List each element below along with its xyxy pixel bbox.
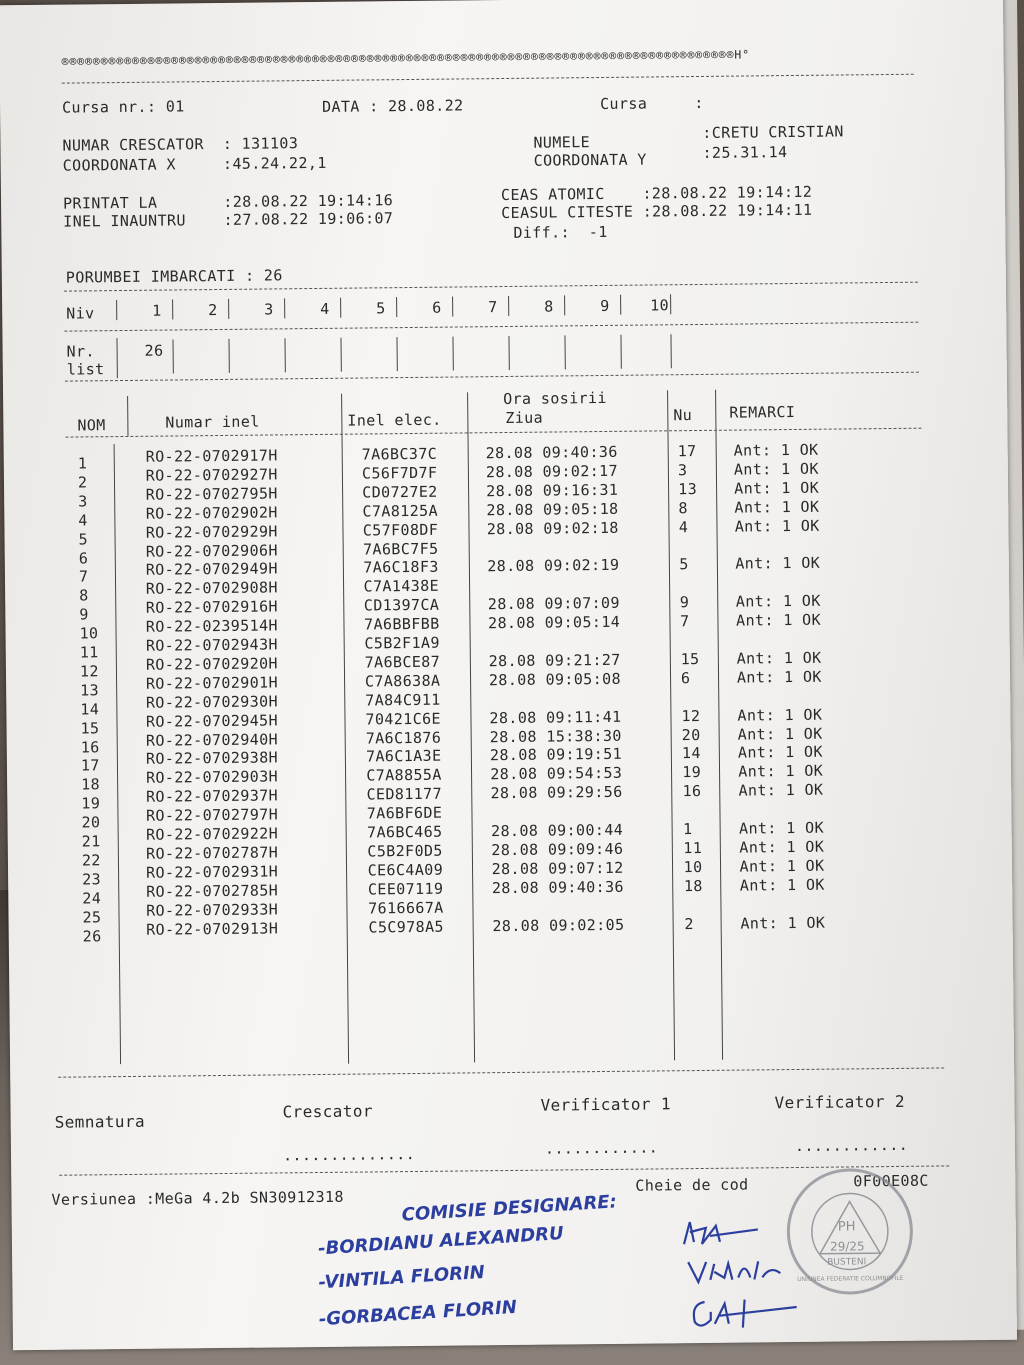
cell-inel-elec: 7A6BC465 [367, 822, 443, 842]
cell-numar-inel: RO-22-0702943H [145, 635, 279, 655]
column-rule [467, 392, 475, 1062]
cell-numar-inel: RO-22-0702916H [145, 597, 278, 617]
cell-ora-sosirii: 28.08 09:02:17 [485, 461, 619, 482]
crescator-signature-line: .............. [282, 1145, 416, 1165]
level-separator [620, 335, 621, 369]
cell-remarci: Ant: 1 OK [737, 705, 823, 725]
cell-inel-elec: CE6C4A09 [367, 860, 444, 880]
column-rule [114, 444, 121, 1064]
stamp-number: 29/25 [829, 1239, 865, 1254]
cell-remarci: Ant: 1 OK [736, 648, 822, 668]
cell-nom: 26 [82, 926, 102, 945]
cell-inel-elec: C7A8125A [362, 501, 439, 521]
divider [65, 372, 919, 382]
cell-ora-sosirii: 28.08 09:02:19 [487, 556, 620, 576]
cell-nu: 19 [682, 763, 702, 782]
col-header-nu: Nu [673, 406, 693, 425]
cell-ora-sosirii: 28.08 09:21:27 [488, 650, 621, 671]
coordonata-y-label: COORDONATA Y [533, 150, 647, 170]
cell-inel-elec: C7A8638A [364, 671, 441, 691]
cell-nom: 7 [78, 567, 89, 586]
race-date: DATA : 28.08.22 [321, 96, 464, 116]
cell-remarci: Ant: 1 OK [733, 459, 819, 479]
cell-inel-elec: CD0727E2 [362, 482, 438, 502]
level-separator [670, 334, 671, 368]
cell-ora-sosirii: 28.08 09:05:14 [488, 612, 621, 633]
column-rule [341, 394, 349, 1064]
cell-numar-inel: RO-22-0702906H [145, 540, 278, 561]
cell-numar-inel: RO-22-0702902H [145, 503, 278, 523]
cheie-de-cod-label: Cheie de cod [635, 1175, 749, 1195]
column-rule [127, 396, 128, 436]
handwritten-member-2: -VINTILA FLORIN [317, 1261, 486, 1294]
cell-ora-sosirii: 28.08 09:05:08 [488, 669, 622, 689]
level-separator [228, 299, 229, 319]
niv-value: 9 [600, 296, 610, 316]
cell-ora-sosirii: 28.08 09:11:41 [489, 707, 622, 727]
level-separator [172, 339, 173, 373]
ceasul-citeste: CEASUL CITESTE :28.08.22 19:14:11 [501, 200, 813, 223]
cell-remarci: Ant: 1 OK [739, 856, 825, 876]
cell-inel-elec: 7A6BBFBB [364, 614, 440, 634]
cell-inel-elec: CD1397CA [363, 595, 440, 615]
cell-nom: 22 [81, 851, 101, 870]
cell-ora-sosirii: 28.08 09:02:18 [486, 518, 619, 538]
signature-1 [680, 1215, 760, 1252]
porumbei-imbarcati: PORUMBEI IMBARCATI : 26 [65, 266, 283, 287]
cell-remarci: Ant: 1 OK [740, 913, 826, 933]
divider [58, 1067, 944, 1077]
semnatura-label: Semnatura [54, 1111, 146, 1132]
cell-nu: 11 [683, 838, 703, 858]
cell-nom: 4 [78, 511, 88, 530]
niv-value: 3 [264, 300, 274, 319]
cell-inel-elec: CED81177 [366, 784, 443, 804]
cell-numar-inel: RO-22-0702797H [145, 805, 279, 825]
cell-ora-sosirii: 28.08 09:19:51 [489, 745, 623, 765]
software-version: Versiunea :MeGa 4.2b SN30912318 [51, 1187, 344, 1209]
cell-numar-inel: RO-22-0702929H [145, 521, 278, 542]
nr-list-label-1: Nr. [66, 342, 96, 361]
cell-nu: 4 [678, 517, 689, 536]
cell-nom: 23 [82, 870, 102, 889]
cell-inel-elec: 7A84C911 [365, 690, 441, 710]
cell-nom: 1 [77, 454, 88, 473]
numele-label: NUMELE [533, 133, 591, 152]
cell-nom: 14 [80, 699, 100, 719]
cell-numar-inel: RO-22-0702945H [145, 711, 279, 731]
cell-remarci: Ant: 1 OK [739, 837, 825, 857]
cell-remarci: Ant: 1 OK [735, 554, 821, 574]
cell-ora-sosirii: 28.08 09:02:05 [492, 915, 625, 935]
cell-nom: 6 [78, 548, 89, 567]
cell-inel-elec: C57F08DF [362, 520, 439, 540]
niv-value: 4 [320, 299, 330, 318]
cell-nu: 15 [680, 649, 700, 669]
cell-nom: 19 [81, 794, 101, 813]
cell-numar-inel: RO-22-0702917H [145, 446, 278, 466]
cell-ora-sosirii: 28.08 09:40:36 [485, 442, 618, 463]
cell-nom: 2 [77, 473, 88, 492]
niv-value: 5 [376, 299, 386, 318]
level-separator [228, 339, 229, 373]
cell-nom: 13 [80, 681, 100, 700]
cell-nom: 20 [81, 813, 101, 832]
cell-nu: 10 [683, 857, 703, 876]
cell-nom: 5 [78, 529, 89, 549]
crescator-label: Crescator [282, 1101, 373, 1122]
verificator-1-label: Verificator 1 [540, 1094, 672, 1115]
cursa-label: Cursa : [599, 93, 704, 114]
official-stamp [786, 1168, 913, 1295]
stamp-ring-text: UNIUNEA FEDERATIE COLUMBOFILE [797, 1274, 904, 1284]
cell-nu: 18 [683, 876, 703, 895]
divider [64, 322, 918, 332]
diff: Diff.: -1 [513, 222, 608, 242]
level-separator [452, 297, 453, 317]
numar-crescator: NUMAR CRESCATOR : 131103 [62, 134, 299, 155]
cell-nu: 2 [684, 914, 694, 933]
cell-nu: 14 [681, 744, 701, 763]
niv-value: 10 [650, 296, 670, 315]
cell-nu: 3 [677, 461, 688, 480]
handwritten-committee-title: COMISIE DESIGNARE: [401, 1191, 618, 1226]
cell-numar-inel: RO-22-0702795H [145, 484, 278, 504]
level-separator [340, 338, 341, 372]
cell-nom: 10 [79, 624, 99, 643]
cell-numar-inel: RO-22-0702913H [146, 918, 279, 939]
level-separator [564, 335, 565, 369]
cell-numar-inel: RO-22-0702908H [145, 578, 278, 599]
cell-remarci: Ant: 1 OK [734, 478, 820, 498]
stamp-ph: PH [837, 1219, 856, 1235]
cell-nu: 9 [679, 593, 690, 612]
cell-remarci: Ant: 1 OK [736, 610, 822, 630]
cell-numar-inel: RO-22-0702940H [145, 729, 279, 750]
cell-nom: 17 [80, 756, 100, 775]
stamp-city: BUSTENI [827, 1257, 867, 1268]
cell-nom: 8 [79, 586, 89, 605]
cell-nu: 6 [680, 668, 691, 687]
cell-ora-sosirii: 28.08 09:07:12 [491, 858, 624, 878]
column-rule [667, 390, 675, 1060]
level-separator [116, 300, 117, 320]
cell-nu: 20 [681, 725, 701, 744]
cell-numar-inel: RO-22-0702927H [145, 465, 278, 485]
cell-inel-elec: 7616667A [368, 898, 444, 918]
col-header-inel-elec: Inel elec. [347, 410, 442, 430]
cell-numar-inel: RO-22-0702938H [145, 748, 279, 769]
cell-nom: 12 [79, 662, 99, 681]
col-header-remarci: REMARCI [729, 402, 796, 422]
cell-nu: 8 [678, 498, 689, 517]
cell-remarci: Ant: 1 OK [733, 440, 819, 460]
cell-remarci: Ant: 1 OK [736, 667, 822, 687]
cell-inel-elec: C5C978A5 [368, 917, 444, 936]
level-separator [670, 294, 671, 314]
level-separator [284, 338, 285, 372]
signature-2 [684, 1255, 784, 1288]
cell-nu: 12 [681, 706, 701, 725]
level-separator [508, 296, 509, 316]
cell-remarci: Ant: 1 OK [738, 780, 824, 800]
ceas-atomic: CEAS ATOMIC :28.08.22 19:14:12 [500, 182, 813, 205]
cell-ora-sosirii: 28.08 09:40:36 [491, 877, 625, 897]
inel-inauntru: INEL INAUNTRU :27.08.22 19:06:07 [63, 209, 394, 231]
cell-nom: 18 [81, 775, 101, 794]
cell-remarci: Ant: 1 OK [734, 497, 820, 517]
cell-inel-elec: 7A6BF6DE [366, 803, 443, 823]
cell-ora-sosirii: 28.08 09:16:31 [486, 480, 619, 501]
cell-inel-elec: 7A6C1A3E [365, 747, 442, 766]
cell-ora-sosirii: 28.08 09:00:44 [491, 820, 624, 841]
nr-list-value: 26 [144, 341, 164, 360]
cell-nu: 7 [680, 612, 690, 631]
niv-value: 7 [488, 298, 498, 317]
verificator-2-label: Verificator 2 [774, 1091, 906, 1113]
level-separator [564, 295, 565, 315]
niv-value: 8 [544, 297, 554, 316]
level-separator [452, 337, 453, 371]
cell-nom: 25 [82, 907, 102, 927]
cell-nu: 16 [682, 782, 702, 801]
level-separator [172, 299, 173, 319]
cell-ora-sosirii: 28.08 09:54:53 [490, 764, 623, 784]
cell-inel-elec: 7A6BC37C [361, 444, 438, 464]
cell-inel-elec: C7A1438E [363, 577, 440, 596]
cell-numar-inel: RO-22-0239514H [145, 616, 278, 636]
nr-list-label-2: list [66, 360, 105, 379]
cell-inel-elec: C56F7D7F [361, 463, 438, 483]
cell-nu: 17 [677, 442, 697, 461]
level-separator [284, 298, 285, 318]
cell-inel-elec: 7A6BC7F5 [362, 539, 439, 559]
cell-numar-inel: RO-22-0702901H [145, 673, 279, 693]
cell-ora-sosirii: 28.08 09:09:46 [491, 839, 624, 860]
cell-numar-inel: RO-22-0702922H [145, 824, 279, 844]
cheie-de-cod-value: 0F00E08C [853, 1171, 929, 1191]
niv-value: 1 [152, 301, 162, 320]
level-separator [396, 297, 397, 317]
cell-inel-elec: 7A6BCE87 [364, 652, 441, 672]
cell-nu: 5 [679, 555, 689, 574]
cursa-nr: Cursa nr.: 01 [61, 97, 185, 117]
cell-ora-sosirii: 28.08 09:29:56 [490, 782, 623, 803]
level-separator [116, 338, 117, 378]
cell-inel-elec: C5B2F0D5 [367, 841, 443, 861]
cell-ora-sosirii: 28.08 15:38:30 [489, 726, 622, 746]
cell-inel-elec: CEE07119 [367, 879, 444, 899]
cell-ora-sosirii: 28.08 09:05:18 [486, 499, 619, 519]
cell-inel-elec: C7A8855A [366, 765, 442, 785]
cell-numar-inel: RO-22-0702920H [145, 654, 279, 674]
cell-remarci: Ant: 1 OK [734, 516, 820, 536]
cell-inel-elec: C5B2F1A9 [364, 633, 440, 653]
handwritten-member-1: -BORDIANU ALEXANDRU [317, 1223, 565, 1260]
col-header-ziua: Ziua [505, 408, 544, 428]
cell-remarci: Ant: 1 OK [735, 591, 821, 611]
numele-value: :CRETU CRISTIAN [702, 122, 844, 142]
cell-numar-inel: RO-22-0702787H [146, 843, 279, 863]
cell-inel-elec: 7A6C18F3 [363, 558, 439, 577]
cell-numar-inel: RO-22-0702931H [146, 862, 279, 882]
cell-remarci: Ant: 1 OK [738, 818, 825, 838]
cell-remarci: Ant: 1 OK [739, 875, 825, 895]
cell-numar-inel: RO-22-0702937H [145, 786, 279, 806]
signature-3 [689, 1293, 799, 1334]
cell-remarci: Ant: 1 OK [738, 762, 824, 781]
cell-inel-elec: 70421C6E [365, 709, 442, 729]
verificator-2-signature-line: ............ [794, 1135, 909, 1156]
cell-nom: 15 [80, 718, 100, 738]
cell-inel-elec: 7A6C1876 [365, 728, 442, 747]
niv-value: 6 [432, 298, 442, 317]
pattern-row: ®®®®®®®®®®®®®®®®®®®®®®®®®®®®®®®®®®®®®®®®®®®®®®®®®®®®®®®®®®®®®®®®®®®®®®®®®®®®®®®®®®®®®®H° [61, 47, 751, 69]
cell-nom: 11 [79, 643, 99, 662]
cell-nom: 21 [81, 832, 101, 851]
divider [62, 74, 914, 84]
cell-remarci: Ant: 1 OK [737, 743, 823, 762]
cell-numar-inel: RO-22-0702903H [145, 767, 279, 788]
cell-numar-inel: RO-22-0702930H [145, 692, 279, 712]
handwritten-member-3: -GORBACEA FLORIN [318, 1296, 518, 1331]
cell-numar-inel: RO-22-0702949H [145, 559, 278, 580]
printat-la: PRINTAT LA :28.08.22 19:14:16 [62, 191, 394, 213]
level-separator [620, 295, 621, 315]
cell-nom: 9 [79, 605, 89, 624]
cell-nu: 13 [678, 479, 698, 499]
coordonata-x: COORDONATA X :45.24.22,1 [62, 153, 327, 175]
cell-numar-inel: RO-22-0702933H [146, 900, 279, 920]
level-separator [340, 298, 341, 318]
column-rule [715, 390, 723, 1060]
cell-ora-sosirii: 28.08 09:07:09 [487, 594, 620, 614]
col-header-ora-sosirii: Ora sosirii [503, 388, 607, 409]
level-separator [396, 337, 397, 371]
niv-label: Niv [66, 304, 95, 323]
verificator-1-signature-line: ............ [544, 1138, 659, 1158]
cell-nom: 16 [80, 737, 100, 756]
cell-nu: 1 [682, 820, 693, 839]
level-separator [508, 336, 509, 370]
cell-nom: 24 [82, 888, 102, 908]
cell-nom: 3 [78, 492, 88, 511]
col-header-numar-inel: Numar inel [165, 412, 260, 432]
niv-value: 2 [208, 301, 218, 320]
coordonata-y-value: :25.31.14 [702, 143, 788, 162]
col-header-nom: NOM [77, 416, 106, 435]
cell-remarci: Ant: 1 OK [737, 724, 823, 744]
cell-numar-inel: RO-22-0702785H [146, 881, 279, 901]
